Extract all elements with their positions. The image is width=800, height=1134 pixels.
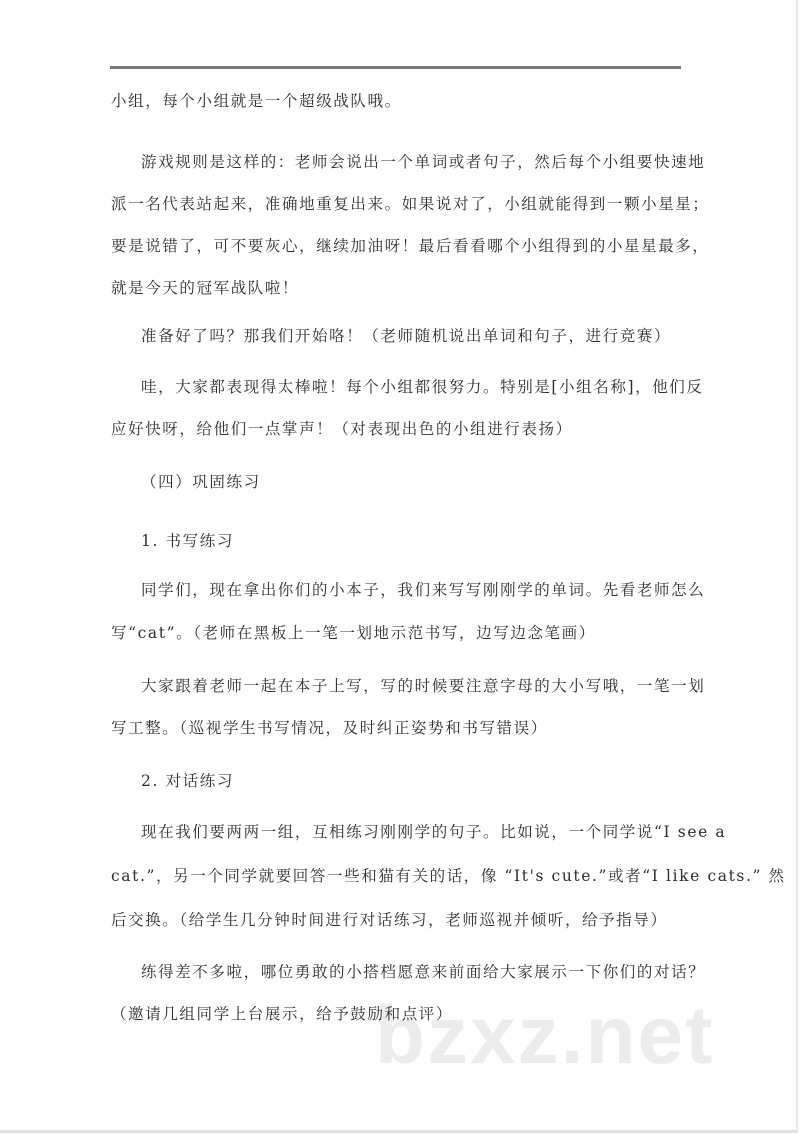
paragraph-line: 要是说错了，可不要灰心，继续加油呀！最后看看哪个小组得到的小星星最多， <box>111 237 710 255</box>
watermark: bzxz.net <box>375 990 715 1081</box>
paragraph-line: 大家跟着老师一起在本子上写，写的时候要注意字母的大小写哦，一笔一划 <box>141 677 706 695</box>
paragraph-line: 练得差不多啦，哪位勇敢的小搭档愿意来前面给大家展示一下你们的对话？ <box>141 963 706 981</box>
paragraph-line: 写“cat”。（老师在黑板上一笔一划地示范书写，边写边念笔画） <box>111 624 596 642</box>
paragraph-line: 后交换。（给学生几分钟时间进行对话练习，老师巡视并倾听，给予指导） <box>111 911 668 929</box>
section-heading: （四）巩固练习 <box>141 473 261 491</box>
paragraph-line: 现在我们要两两一组，互相练习刚刚学的句子。比如说，一个同学说“I see a <box>141 823 727 841</box>
paragraph-line: 派一名代表站起来，准确地重复出来。如果说对了，小组就能得到一颗小星星； <box>111 195 710 213</box>
paragraph-line: cat.”，另一个同学就要回答一些和猫有关的话，像 “It's cute.”或者“I like cats.” 然 <box>111 867 786 885</box>
paragraph-line: （邀请几组同学上台展示，给予鼓励和点评） <box>111 1005 454 1023</box>
paragraph-line: 就是今天的冠军战队啦！ <box>111 279 300 297</box>
paragraph-line: 写工整。（巡视学生书写情况，及时纠正姿势和书写错误） <box>111 719 548 737</box>
subsection-heading: 1. 书写练习 <box>141 532 234 550</box>
paragraph-line: 哇，大家都表现得太棒啦！每个小组都很努力。特别是[小组名称]，他们反 <box>141 378 704 396</box>
paragraph-line: 准备好了吗？那我们开始咯！（老师随机说出单词和句子，进行竞赛） <box>141 327 672 345</box>
paragraph-line: 应好快呀，给他们一点掌声！（对表现出色的小组进行表扬） <box>111 420 573 438</box>
paragraph-line: 同学们，现在拿出你们的小本子，我们来写写刚刚学的单词。先看老师怎么 <box>141 581 706 599</box>
paragraph-line: 游戏规则是这样的：老师会说出一个单词或者句子，然后每个小组要快速地 <box>141 153 706 171</box>
subsection-heading: 2. 对话练习 <box>141 772 234 790</box>
paragraph-line: 小组，每个小组就是一个超级战队哦。 <box>111 92 402 110</box>
